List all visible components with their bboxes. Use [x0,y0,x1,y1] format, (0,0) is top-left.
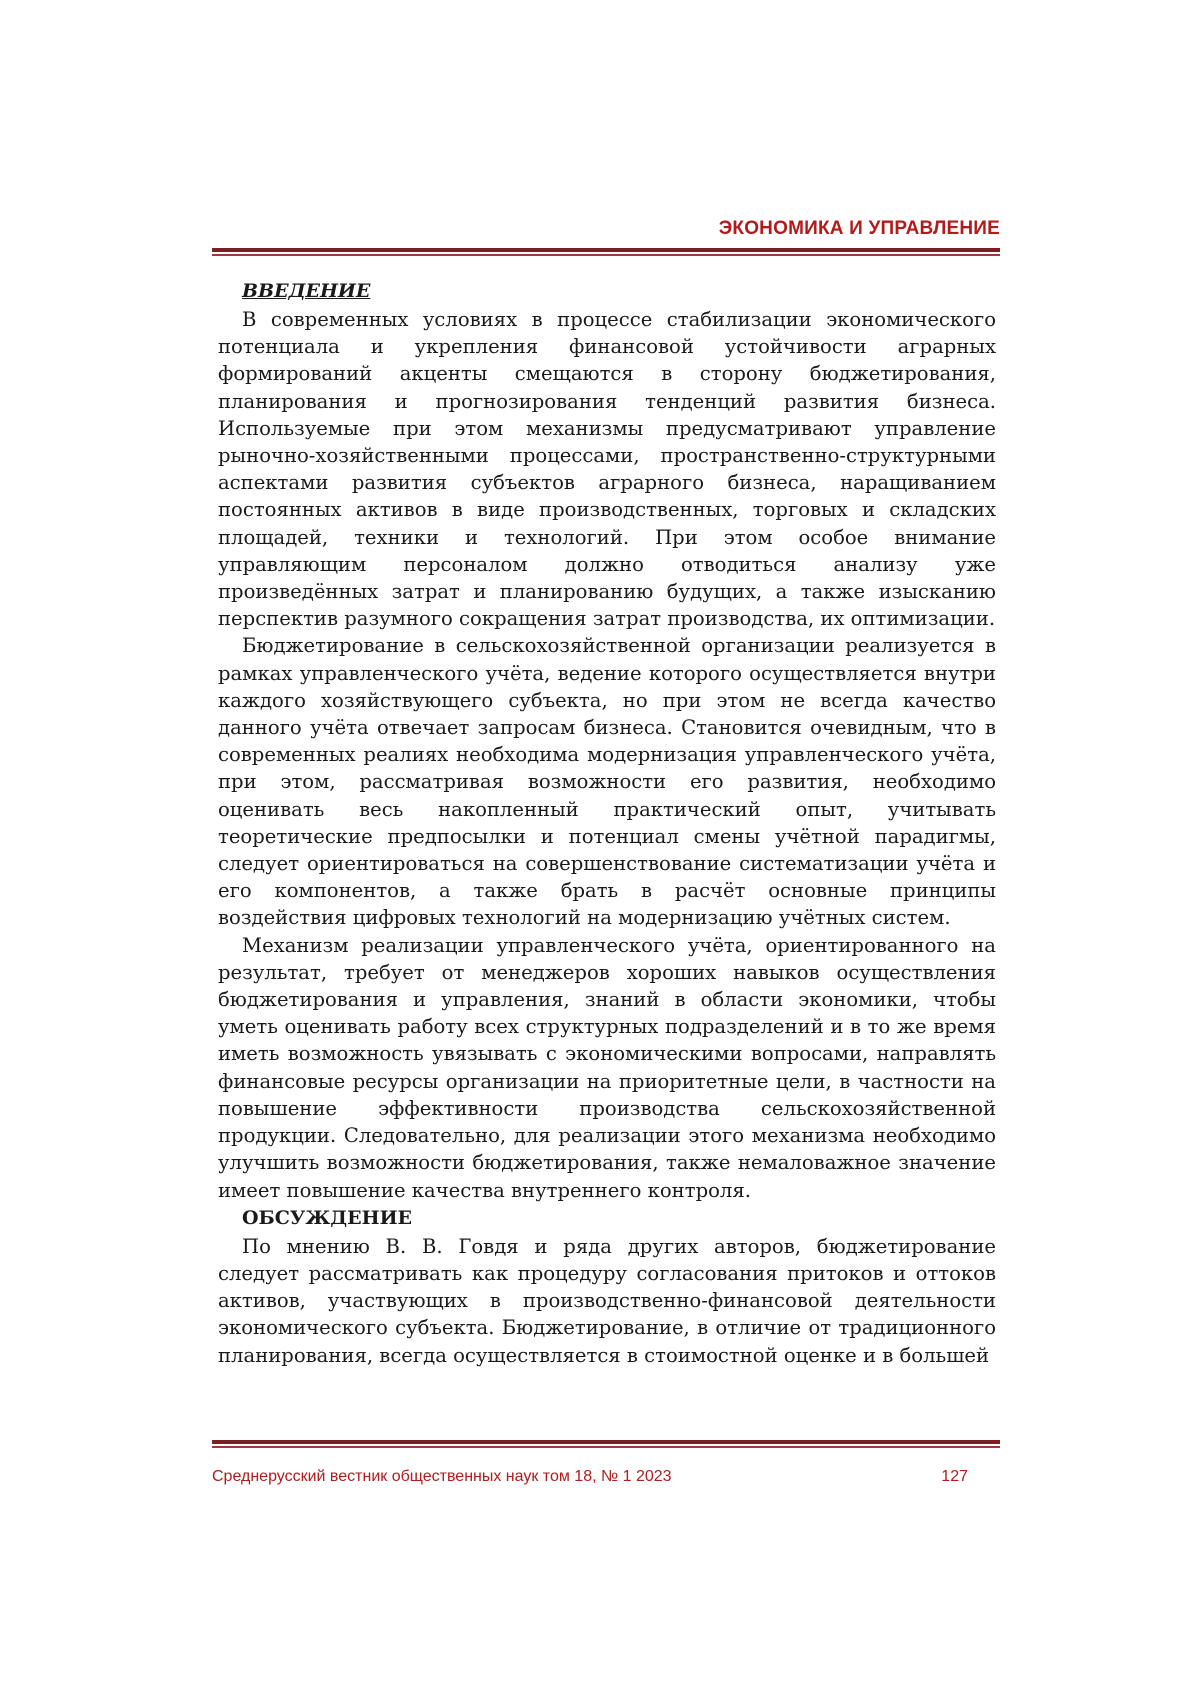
header-divider [212,248,1000,256]
section-title: ЭКОНОМИКА И УПРАВЛЕНИЕ [718,218,1000,239]
journal-citation: Среднерусский вестник общественных наук том 18, № 1 2023 [212,1468,672,1485]
article-body [218,277,996,1369]
page-number: 127 [941,1468,968,1485]
intro-heading: ВВЕДЕНИЕ [242,280,371,302]
footer-divider [212,1440,1000,1448]
intro-paragraph-3: Механизм реализации управленческого учёта, ориентированного на результат, требует от менеджеров хороших навыков осуществления бюджетирования и управления, знаний в области экономики, чтобы уметь оценивать работу всех структурных подразделений и в то же время иметь возможность увязывать с экономическими вопросами, направлять финансовые ресурсы организации на приоритетные цели, в частности на повышение эффективности производства сельскохозяйственной продукции. Следовательно, для реализации этого механизма необходимо улучшить возможности бюджетирования, также немаловажное значение имеет повышение качества внутреннего контроля. [218,933,996,1202]
intro-paragraph-1: В современных условиях в процессе стабилизации экономического потенциала и укрепления финансовой устойчивости аграрных формирований акценты смещаются в сторону бюджетирования, планирования и прогнозирования тенденций развития бизнеса. Используемые при этом механизмы предусматривают управление рыночно-хозяйственными процессами, пространственно-структурными аспектами развития субъектов аграрного бизнеса, наращиванием постоянных активов в виде производственных, торговых и складских площадей, техники и технологий. При этом особое внимание управляющим персоналом должно отводиться анализу уже произведённых затрат и планированию будущих, а также изысканию перспектив разумного сокращения затрат производства, их оптимизации. [218,308,996,631]
intro-paragraph-2: Бюджетирование в сельскохозяйственной организации реализуется в рамках управленческого учёта, ведение которого осуществляется внутри каждого хозяйствующего субъекта, но при этом не всегда качество данного учёта отвечает запросам бизнеса. Становится очевидным, что в современных реалиях необходима модернизация управленческого учёта, при этом, рассматривая возможности его развития, необходимо оценивать весь накопленный практический опыт, учитывать теоретические предпосылки и потенциал смены учётной парадигмы, следует ориентироваться на совершенствование систематизации учёта и его компонентов, а также брать в расчёт основные принципы воздействия цифровых технологий на модернизацию учётных систем. [218,634,996,930]
discussion-heading: ОБСУЖДЕНИЕ [242,1206,413,1229]
discussion-paragraph-1: По мнению В. В. Говдя и ряда других авторов, бюджетирование следует рассматривать как процедуру согласования притоков и оттоков активов, участвующих в производственно-финансовой деятельности экономического субъекта. Бюджетирование, в отличие от традиционного планирования, всегда осуществляется в стоимостной оценке и в большей [218,1234,996,1367]
